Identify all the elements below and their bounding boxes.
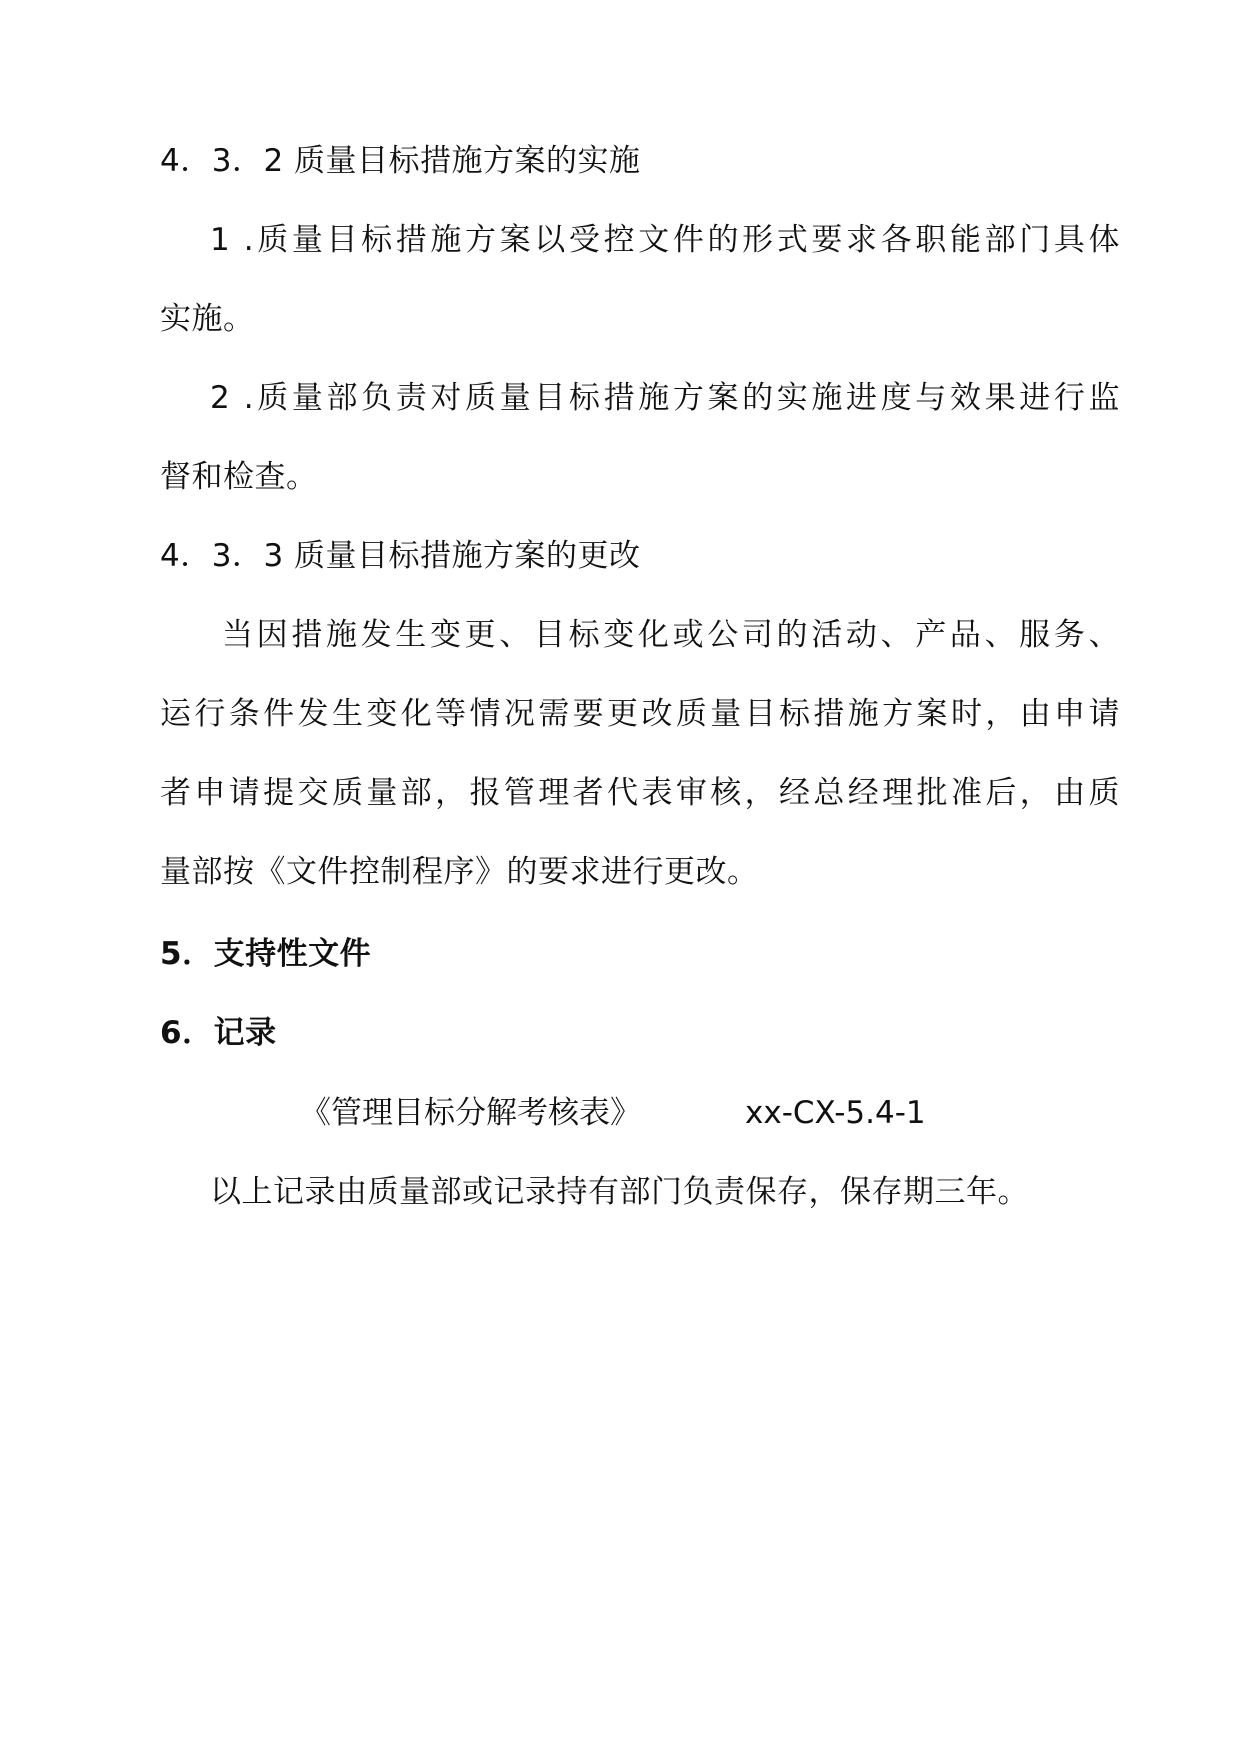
heading-4-3-2: 4．3．2 质量目标措施方案的实施	[160, 143, 641, 179]
record-code: xx-CX-5.4-1	[745, 1095, 926, 1131]
paragraph-2-line-2: 督和检查。	[160, 459, 318, 495]
heading-supporting-documents: 5．支持性文件	[160, 936, 372, 972]
closing-paragraph: 以上记录由质量部或记录持有部门负责保存，保存期三年。	[210, 1174, 1029, 1210]
paragraph-1-line-1: 1 .质量目标措施方案以受控文件的形式要求各职能部门具体	[210, 222, 1120, 258]
paragraph-1-line-2: 实施。	[160, 301, 255, 337]
paragraph-2-line-1: 2 .质量部负责对质量目标措施方案的实施进度与效果进行监	[210, 380, 1120, 416]
paragraph-3-line-3: 者申请提交质量部，报管理者代表审核，经总经理批准后，由质	[160, 775, 1120, 811]
heading-records: 6．记录	[160, 1015, 277, 1051]
paragraph-3-line-4: 量部按《文件控制程序》的要求进行更改。	[160, 854, 759, 890]
paragraph-3-line-1: 当因措施发生变更、目标变化或公司的活动、产品、服务、	[222, 617, 1120, 653]
paragraph-3-line-2: 运行条件发生变化等情况需要更改质量目标措施方案时，由申请	[160, 696, 1120, 732]
record-name: 《管理目标分解考核表》	[300, 1095, 641, 1131]
heading-4-3-3: 4．3．3 质量目标措施方案的更改	[160, 538, 641, 574]
